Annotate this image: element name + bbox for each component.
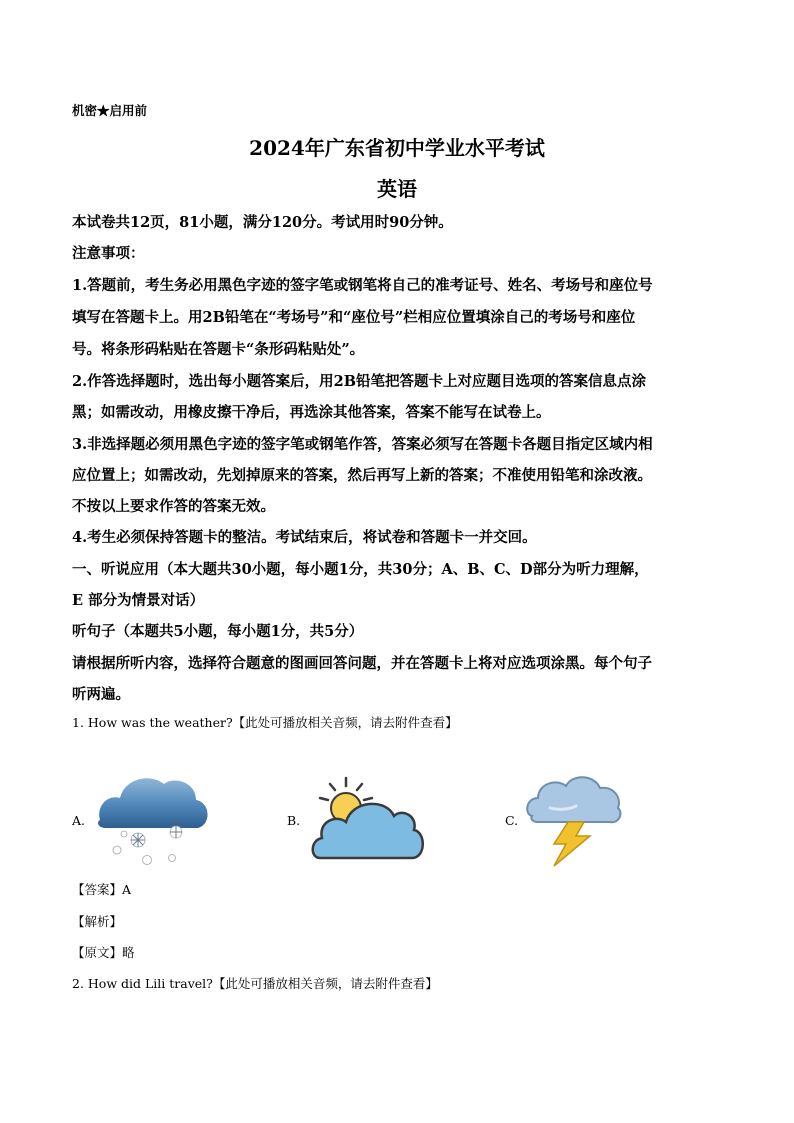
option-a-label: A.	[72, 813, 86, 828]
note-line: 填写在答题卡上。用2B铅笔在“考场号”和“座位号”栏相应位置填涂自己的考场号和座位	[72, 309, 636, 326]
option-c-label: C.	[505, 813, 519, 828]
note-line: 黑；如需改动，用橡皮擦干净后，再选涂其他答案，答案不能写在试卷上。	[72, 404, 551, 421]
original-text-label: 【原文】略	[72, 945, 135, 960]
question-2: 2. How did Lili travel?【此处可播放相关音频，请去附件查看】	[72, 976, 438, 991]
snow-cloud-icon	[92, 770, 214, 870]
question-1: 1. How was the weather?【此处可播放相关音频，请去附件查看】	[72, 715, 458, 730]
exam-title: 2024年广东省初中学业水平考试	[249, 136, 545, 160]
note-line: 3.非选择题必须用黑色字迹的签字笔或钢笔作答，答案必须写在答题卡各题目指定区域内相	[72, 436, 653, 453]
subject-title: 英语	[377, 177, 417, 201]
confidential-label: 机密★启用前	[72, 103, 148, 118]
analysis-label: 【解析】	[72, 914, 123, 929]
instruction-text-cont: 听两遍。	[72, 686, 130, 703]
section-heading: 一、听说应用（本大题共30小题，每小题1分，共30分；A、B、C、D部分为听力理解，	[72, 561, 649, 578]
option-b-label: B.	[287, 813, 301, 828]
sun-cloud-icon	[308, 772, 428, 868]
note-line: 不按以上要求作答的答案无效。	[72, 498, 275, 515]
answer-label: 【答案】A	[72, 882, 132, 897]
section-heading-cont: E 部分为情景对话）	[72, 592, 205, 609]
storm-cloud-icon	[524, 770, 624, 870]
note-line: 4.考生必须保持答题卡的整洁。考试结束后，将试卷和答题卡一并交回。	[72, 529, 537, 546]
note-line: 1.答题前，考生务必用黑色字迹的签字笔或钢笔将自己的准考证号、姓名、考场号和座位号	[72, 277, 653, 294]
note-line: 号。将条形码粘贴在答题卡“条形码粘贴处”。	[72, 341, 365, 358]
note-line: 应位置上；如需改动，先划掉原来的答案，然后再写上新的答案；不准使用铅笔和涂改液。	[72, 467, 652, 484]
instruction-text: 请根据所听内容，选择符合题意的图画回答问题，并在答题卡上将对应选项涂黑。每个句子	[72, 655, 652, 672]
part-heading: 听句子（本题共5小题，每小题1分，共5分）	[72, 623, 364, 640]
note-line: 2.作答选择题时，选出每小题答案后，用2B铅笔把答题卡上对应题目选项的答案信息点涂	[72, 373, 646, 390]
notes-heading: 注意事项：	[72, 245, 145, 262]
intro-text: 本试卷共12页，81小题，满分120分。考试用时90分钟。	[72, 214, 453, 231]
